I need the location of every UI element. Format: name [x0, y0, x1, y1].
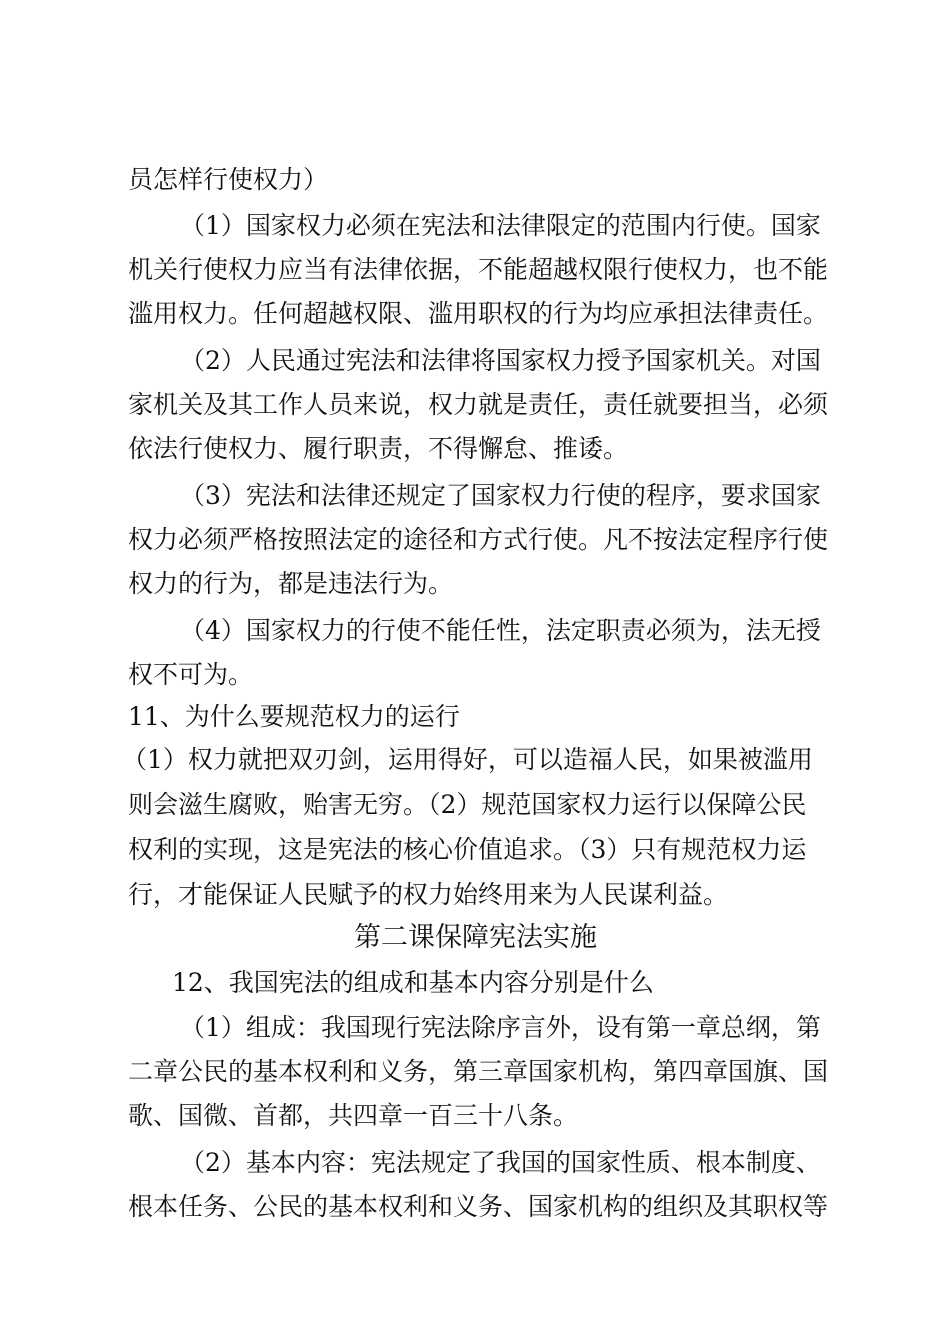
paragraph-line: （3）宪法和法律还规定了国家权力行使的程序，要求国家 [180, 481, 821, 510]
text-line: 歌、国微、首都，共四章一百三十八条。 [128, 1101, 579, 1130]
paragraph-line: （1）国家权力必须在宪法和法律限定的范围内行使。国家 [180, 211, 821, 240]
text-line: 家机关及其工作人员来说，权力就是责任，责任就要担当，必须 [128, 390, 829, 419]
paragraph-line: （2）基本内容：宪法规定了我国的国家性质、根本制度、 [180, 1148, 821, 1177]
text-line: （1）权力就把双刃剑，运用得好，可以造福人民，如果被滥用 [122, 745, 813, 774]
lesson-title: 第二课保障宪法实施 [354, 922, 597, 953]
paragraph-line: （1）组成：我国现行宪法除序言外，设有第一章总纲，第 [180, 1013, 821, 1042]
text-line: 机关行使权力应当有法律依据，不能超越权限行使权力，也不能 [128, 255, 829, 284]
text-line: 权力的行为，都是违法行为。 [128, 569, 454, 598]
text-line: 员怎样行使权力） [128, 165, 329, 194]
text-line: 权利的实现，这是宪法的核心价值追求。（3）只有规范权力运 [128, 835, 807, 864]
question-heading: 11、为什么要规范权力的运行 [128, 702, 460, 731]
paragraph-line: （2）人民通过宪法和法律将国家权力授予国家机关。对国 [180, 346, 821, 375]
text-line: 权力必须严格按照法定的途径和方式行使。凡不按法定程序行使 [128, 525, 829, 554]
text-line: 二章公民的基本权利和义务，第三章国家机构，第四章国旗、国 [128, 1057, 829, 1086]
text-line: 权不可为。 [128, 660, 254, 689]
text-line: 则会滋生腐败，贻害无穷。（2）规范国家权力运行以保障公民 [128, 790, 807, 819]
question-heading: 12、我国宪法的组成和基本内容分别是什么 [172, 968, 654, 997]
text-line: 依法行使权力、履行职责，不得懈怠、推诿。 [128, 434, 629, 463]
text-line: 根本任务、公民的基本权利和义务、国家机构的组织及其职权等 [128, 1192, 829, 1221]
text-line: 滥用权力。任何超越权限、滥用职权的行为均应承担法律责任。 [128, 299, 829, 328]
text-line: 行，才能保证人民赋予的权力始终用来为人民谋利益。 [128, 880, 729, 909]
paragraph-line: （4）国家权力的行使不能任性，法定职责必须为，法无授 [180, 616, 821, 645]
